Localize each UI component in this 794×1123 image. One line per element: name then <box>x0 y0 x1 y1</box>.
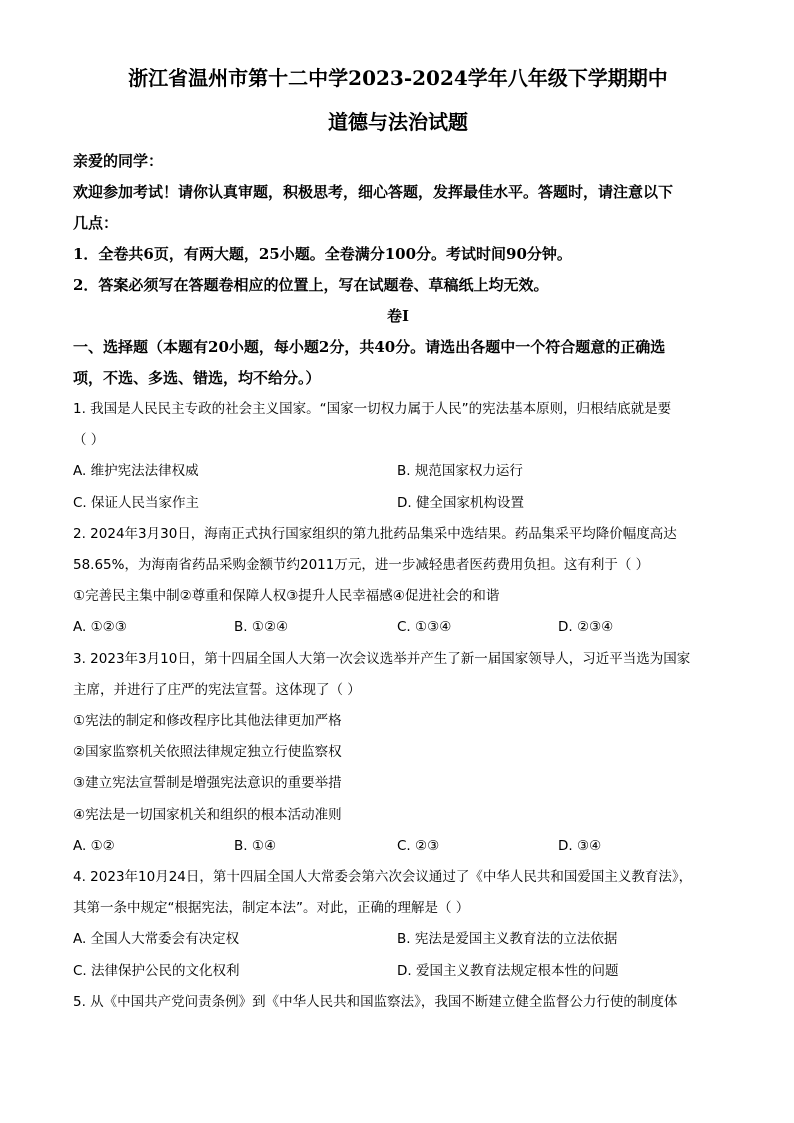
question-statement-line: ①完善民主集中制②尊重和保障人权③提升人民幸福感④促进社会的和谐 <box>73 588 500 605</box>
option-b: B. ①④ <box>234 837 277 854</box>
option-row <box>73 924 723 955</box>
option-row <box>73 488 723 519</box>
note-2: 2．答案必须写在答题卷相应的位置上，写在试题卷、草稿纸上均无效。 <box>73 276 549 294</box>
question-stem-line: 58.65%，为海南省药品采购金额节约2011万元，进一步减轻患者医药费用负担。这有利于（ ） <box>73 556 650 573</box>
option-b: B. 宪法是爱国主义教育法的立法依据 <box>397 931 618 948</box>
question-1 <box>73 394 723 519</box>
question-4 <box>73 862 723 987</box>
question-stem-line: 2. 2024年3月30日，海南正式执行国家组织的第九批药品集采中选结果。药品集采平均降价幅度高达 <box>73 525 677 542</box>
question-5 <box>73 987 723 1018</box>
option-a: A. 全国人大常委会有决定权 <box>73 931 240 948</box>
greeting: 亲爱的同学： <box>73 152 164 170</box>
question-stem-line: 1. 我国是人民民主专政的社会主义国家。“国家一切权力属于人民”的宪法基本原则，归根结底就是要 <box>73 401 672 417</box>
question-3 <box>73 644 723 862</box>
section-heading-line1: 一、选择题（本题有20小题，每小题2分，共40分。请选出各题中一个符合题意的正确选 <box>73 338 666 356</box>
option-d: D. 爱国主义教育法规定根本性的问题 <box>397 962 619 979</box>
option-row <box>73 831 723 862</box>
section-heading-line2: 项，不选、多选、错选，均不给分。） <box>73 369 321 387</box>
option-row <box>73 456 723 487</box>
welcome-line-2: 几点： <box>73 214 119 232</box>
option-d: D. 健全国家机构设置 <box>397 494 524 511</box>
option-c: C. 法律保护公民的文化权利 <box>73 962 240 979</box>
option-row <box>73 956 723 987</box>
option-a: A. ①②③ <box>73 619 127 636</box>
question-2 <box>73 519 723 644</box>
question-stem-line: 4. 2023年10月24日，第十四届全国人大常委会第六次会议通过了《中华人民共和国爱国主义教育法》， <box>73 868 693 885</box>
exam-page <box>73 62 723 1018</box>
exam-title-line2: 道德与法治试题 <box>328 110 468 134</box>
option-b: B. 规范国家权力运行 <box>397 463 523 480</box>
volume-label: 卷Ⅰ <box>386 307 410 325</box>
option-c: C. ①③④ <box>397 619 452 636</box>
question-stem-line: 其第一条中规定“根据宪法，制定本法”。对此，正确的理解是（ ） <box>73 900 470 917</box>
question-stem-line: 主席，并进行了庄严的宪法宣誓。这体现了（ ） <box>73 681 361 698</box>
exam-title-line1: 浙江省温州市第十二中学2023-2024学年八年级下学期期中 <box>128 66 668 90</box>
option-c: C. 保证人民当家作主 <box>73 494 200 511</box>
question-statement-line: ③建立宪法宣誓制是增强宪法意识的重要举措 <box>73 775 342 792</box>
option-row <box>73 612 723 643</box>
question-statement-line: ②国家监察机关依照法律规定独立行使监察权 <box>73 744 342 761</box>
option-d: D. ②③④ <box>558 619 614 636</box>
question-stem-line: 3. 2023年3月10日，第十四届全国人大第一次会议选举并产生了新一届国家领导人，习近平当选为国家 <box>73 650 691 667</box>
option-d: D. ③④ <box>558 837 602 854</box>
option-c: C. ②③ <box>397 837 440 854</box>
question-statement-line: ①宪法的制定和修改程序比其他法律更加严格 <box>73 712 342 729</box>
option-a: A. 维护宪法法律权威 <box>73 463 199 480</box>
question-statement-line: ④宪法是一切国家机关和组织的根本活动准则 <box>73 806 342 823</box>
note-1: 1．全卷共6页，有两大题，25小题。全卷满分100分。考试时间90分钟。 <box>73 245 572 263</box>
option-b: B. ①②④ <box>234 619 289 636</box>
question-stem-line: 5. 从《中国共产党问责条例》到《中华人民共和国监察法》，我国不断建立健全监督公力行使的制度体 <box>73 993 678 1010</box>
answer-blank: （ ） <box>73 432 105 449</box>
welcome-line-1: 欢迎参加考试！请你认真审题，积极思考，细心答题，发挥最佳水平。答题时，请注意以下 <box>73 183 674 201</box>
option-a: A. ①② <box>73 837 115 854</box>
